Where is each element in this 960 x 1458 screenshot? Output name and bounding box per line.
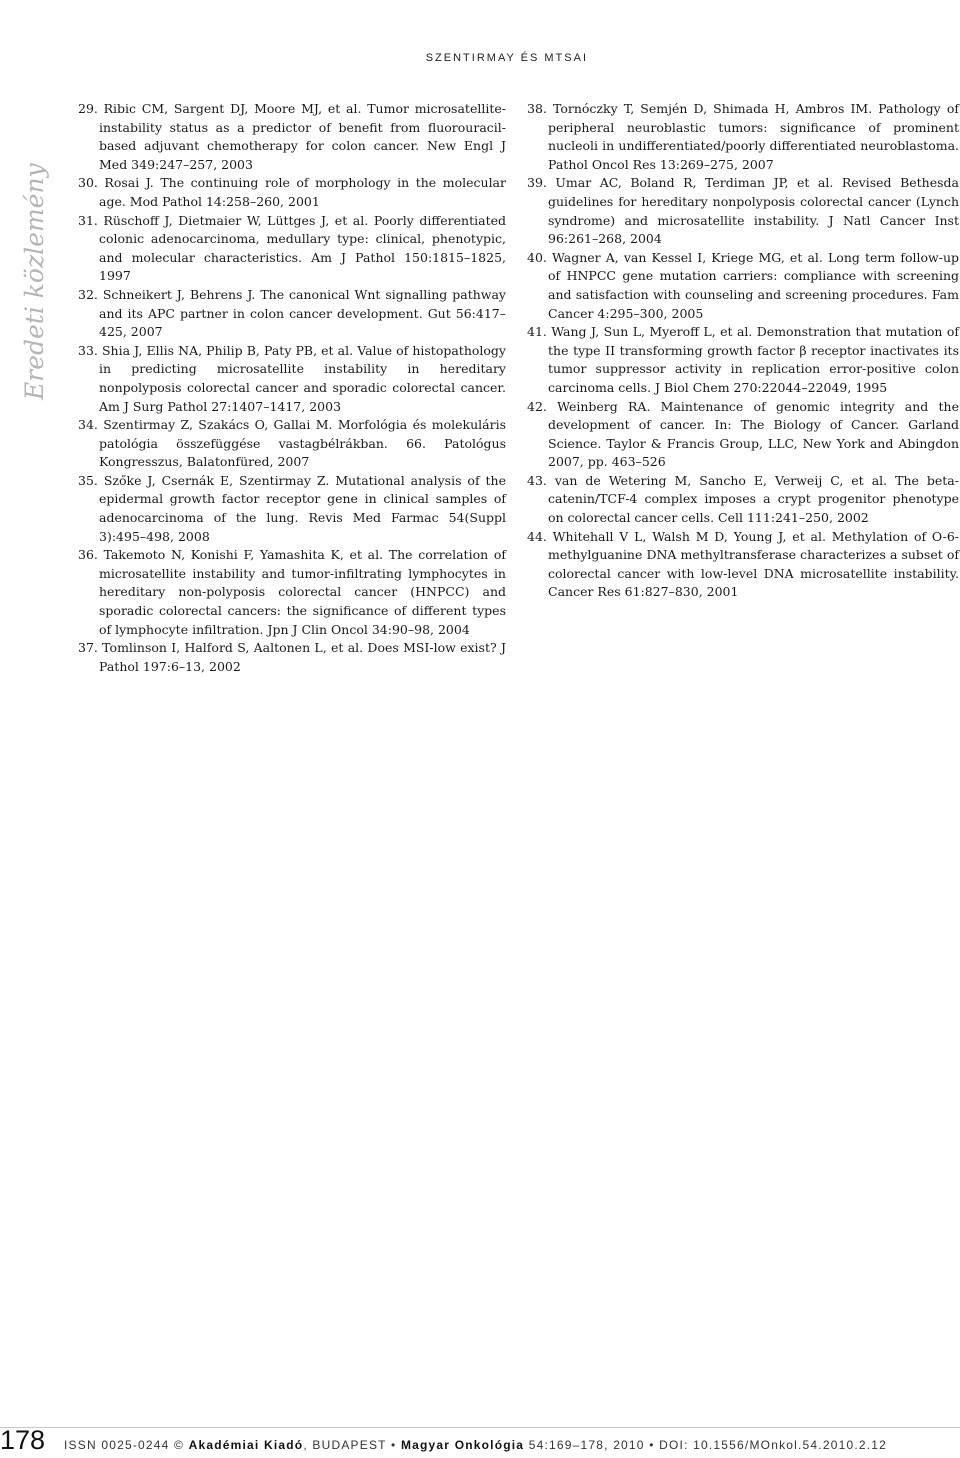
footer-city: , BUDAPEST •	[303, 1438, 401, 1452]
reference-item: 44. Whitehall V L, Walsh M D, Young J, et al. Methylation of O-6-methylguanine DNA methyltransferase characterizes a subset of colorectal cancer with low-level DNA microsatellite instability. Cancer Res 61:827–830, 2001	[527, 528, 959, 600]
reference-item: 29. Ribic CM, Sargent DJ, Moore MJ, et al. Tumor microsatellite-instability status as a predictor of benefit from fluorouracil-based adjuvant chemotherapy for colon cancer. New Engl J Med 349:247–257, 2003	[78, 101, 506, 172]
footer-issn: ISSN 0025-0244 ©	[64, 1438, 189, 1452]
reference-item: 32. Schneikert J, Behrens J. The canonical Wnt signalling pathway and its APC partner in colon cancer development. Gut 56:417–425, 2007	[78, 286, 506, 340]
footer-divider	[0, 1427, 960, 1428]
section-side-label: Eredeti közlemény	[20, 163, 49, 400]
reference-item: 41. Wang J, Sun L, Myeroff L, et al. Demonstration that mutation of the type II transforming growth factor β receptor inactivates its tumor suppressor activity in replication error-positive colon carcinoma cells. J Biol Chem 270:22044–22049, 1995	[527, 324, 959, 395]
reference-item: 37. Tomlinson I, Halford S, Aaltonen L, et al. Does MSI-low exist? J Pathol 197:6–13, 2002	[78, 640, 506, 674]
reference-item: 33. Shia J, Ellis NA, Philip B, Paty PB, et al. Value of histopathology in predicting microsatellite instability in hereditary nonpolyposis colorectal cancer and sporadic colorectal cancer. Am J Surg Pathol 27:1407–1417, 2003	[78, 342, 506, 414]
reference-item: 42. Weinberg RA. Maintenance of genomic integrity and the development of cancer. In: The Biology of Cancer. Garland Science. Taylor & Francis Group, LLC, New York and Abingdon 2007, pp. 463–526	[527, 398, 959, 470]
reference-item: 40. Wagner A, van Kessel I, Kriege MG, et al. Long term follow-up of HNPCC gene mutation carriers: compliance with screening and satisfaction with counseling and screening procedures. Fam Cancer 4:295–300, 2005	[527, 249, 959, 321]
footer-journal: Magyar Onkológia	[400, 1438, 525, 1452]
references-left-column	[78, 100, 506, 676]
reference-item: 36. Takemoto N, Konishi F, Yamashita K, et al. The correlation of microsatellite instability and tumor-infiltrating lymphocytes in hereditary non-polyposis colorectal cancer (HNPCC) and sporadic colorectal cancers: the significance of different types of lymphocyte infiltration. Jpn J Clin Oncol 34:90–98, 2004	[78, 547, 506, 637]
reference-item: 35. Szőke J, Csernák E, Szentirmay Z. Mutational analysis of the epidermal growth factor receptor gene in clinical samples of adenocarcinoma of the lung. Revis Med Farmac 54(Suppl 3):495–498, 2008	[78, 472, 506, 544]
page-number: 178	[0, 1425, 46, 1455]
footer-publisher: Akadémiai Kiadó	[188, 1438, 304, 1452]
reference-item: 39. Umar AC, Boland R, Terdiman JP, et al. Revised Bethesda guidelines for hereditary nonpolyposis colorectal cancer (Lynch syndrome) and microsatellite instability. J Natl Cancer Inst 96:261–268, 2004	[527, 175, 959, 247]
footer-doi: 54:169–178, 2010 • DOI: 10.1556/MOnkol.54.2010.2.12	[524, 1438, 888, 1452]
footer-citation	[64, 1438, 887, 1452]
reference-item: 31. Rüschoff J, Dietmaier W, Lüttges J, et al. Poorly differentiated colonic adenocarcinoma, medullary type: clinical, phenotypic, and molecular characteristics. Am J Pathol 150:1815–1825, 1997	[78, 212, 506, 284]
reference-item: 43. van de Wetering M, Sancho E, Verweij C, et al. The beta-catenin/TCF-4 complex imposes a crypt progenitor phenotype on colorectal cancer cells. Cell 111:241–250, 2002	[527, 472, 959, 526]
reference-item: 30. Rosai J. The continuing role of morphology in the molecular age. Mod Pathol 14:258–260, 2001	[78, 175, 506, 209]
references-right-column	[527, 100, 959, 602]
running-head: SZENTIRMAY ÉS MTSAI	[425, 52, 588, 64]
reference-item: 34. Szentirmay Z, Szakács O, Gallai M. Morfológia és molekuláris patológia összefüggése vastagbélrákban. 66. Patológus Kongresszus, Balatonfüred, 2007	[78, 417, 506, 470]
reference-item: 38. Tornóczky T, Semjén D, Shimada H, Ambros IM. Pathology of peripheral neuroblastic tumors: significance of prominent nucleoli in undifferentiated/poorly differentiated neuroblastoma. Pathol Oncol Res 13:269–275, 2007	[527, 101, 959, 172]
